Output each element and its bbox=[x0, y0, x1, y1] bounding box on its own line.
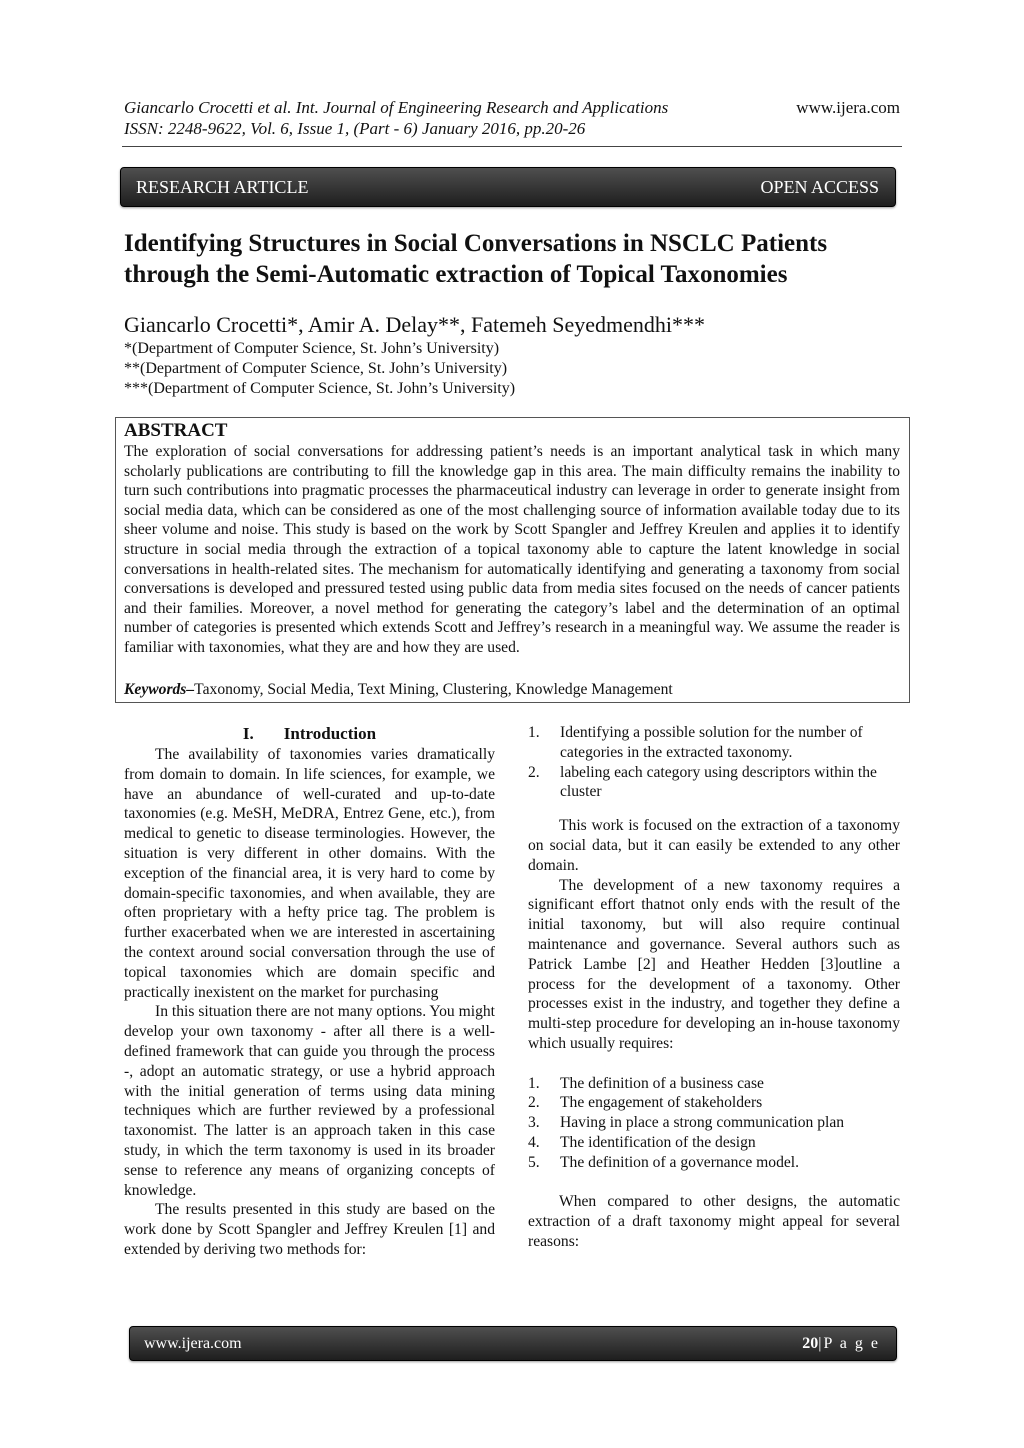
running-header bbox=[124, 97, 900, 139]
page-footer bbox=[129, 1326, 897, 1361]
journal-citation-line1: Giancarlo Crocetti et al. Int. Journal of Engineering Research and Applications bbox=[124, 98, 669, 117]
footer-website-link[interactable]: www.ijera.com bbox=[144, 1335, 242, 1352]
journal-citation-line2: ISSN: 2248-9622, Vol. 6, Issue 1, (Part - 6) January 2016, pp.20-26 bbox=[124, 119, 586, 138]
header-divider bbox=[122, 146, 902, 147]
section-heading-introduction bbox=[124, 723, 495, 744]
keywords bbox=[124, 681, 673, 699]
open-access-label: OPEN ACCESS bbox=[760, 177, 879, 197]
header-website-link[interactable]: www.ijera.com bbox=[796, 98, 900, 117]
list-item: 1. Identifying a possible solution for the number of categories in the extracted taxonomy. bbox=[528, 724, 863, 761]
list-item: 5. The definition of a governance model. bbox=[528, 1153, 800, 1171]
right-column bbox=[528, 723, 900, 1252]
list-item: 1. The definition of a business case bbox=[528, 1074, 764, 1092]
research-article-label: RESEARCH ARTICLE bbox=[136, 177, 309, 197]
right-paragraph-1: This work is focused on the extraction of a taxonomy on social data, but it can easily be extended to any other domain. bbox=[528, 817, 900, 874]
title-line-1: Identifying Structures in Social Conversations in NSCLC Patients bbox=[124, 230, 828, 257]
affiliation-2: **(Department of Computer Science, St. John’s University) bbox=[124, 360, 508, 377]
list-item: 2. labeling each category using descriptors within the cluster bbox=[528, 763, 877, 801]
keywords-label: Keywords– bbox=[124, 681, 195, 698]
intro-paragraph-1: The availability of taxonomies varies dramatically from domain to domain. In life sciences, for example, we have an abundance of well-curated and up-to-date taxonomies (e.g. MeSH, MeDRA, Entrez Gene, etc.), from medical to genetic to disease terminologies. However, the situation is very different in other domains. With the exception of the financial area, it is very hard to come by domain-specific taxonomies, and when available, they are often proprietary with a hefty price tag. The problem is further exacerbated when we are interested in ascertaining the context around social conversation through the use of topical taxonomies which are domain specific and practically inexistent on the market for purchasing bbox=[124, 746, 495, 1001]
right-paragraph-3: When compared to other designs, the automatic extraction of a draft taxonomy might appeal for several reasons: bbox=[528, 1193, 900, 1250]
methods-list bbox=[528, 723, 900, 802]
abstract-text: The exploration of social conversations for addressing patient’s needs is an important analytical task in which many scholarly publications are contributing to fill the knowledge gap in this area. The main difficulty remains the inability to turn such contributions into pragmatic processes the pharmaceutical industry can leverage in order to generate insight from social media data, which can be considered as one of the most challenging source of information available today due to its sheer volume and noise. This study is based on the work by Scott Spangler and Jeffrey Kreulen and applies it to identify structure in social media through the extraction of a topical taxonomy able to capture the latent knowledge in social conversations in health-related sites. The mechanism for automatically identifying and generating a taxonomy from social conversations is developed and pressured tested using public data from media sites focused on the needs of cancer patients and their families. Moreover, a novel method for generating the category’s label and the determination of an optimal number of categories is presented which extends Scott and Jeffrey’s research in a meaningful way. We assume the reader is familiar with taxonomies, what they are and how they are used. bbox=[124, 443, 900, 656]
article-type-banner bbox=[120, 167, 896, 207]
section-number: I. bbox=[242, 724, 254, 743]
left-column bbox=[124, 723, 495, 1260]
section-title: Introduction bbox=[283, 724, 377, 743]
affiliation-3: ***(Department of Computer Science, St. John’s University) bbox=[124, 380, 516, 397]
abstract-box bbox=[115, 417, 910, 703]
right-paragraph-2: The development of a new taxonomy requires a significant effort thatnot only ends with the result of the initial taxonomy, but will also require continual maintenance and governance. Several authors such as Patrick Lambe [2] and Heather Hedden [3]outline a process for the development of a taxonomy. Other processes exist in the industry, and together they define a multi-step procedure for developing an in-house taxonomy which usually requires: bbox=[528, 876, 900, 1052]
keywords-list: Taxonomy, Social Media, Text Mining, Clustering, Knowledge Management bbox=[194, 681, 673, 698]
taxonomy-steps-list bbox=[528, 1074, 900, 1173]
paper-title bbox=[124, 228, 914, 290]
title-line-2: through the Semi-Automatic extraction of Topical Taxonomies bbox=[124, 261, 788, 288]
list-item: 2. The engagement of stakeholders bbox=[528, 1094, 763, 1112]
intro-paragraph-3: The results presented in this study are based on the work done by Scott Spangler and Jeffrey Kreulen [1] and extended by deriving two methods for: bbox=[124, 1201, 495, 1258]
list-item: 4. The identification of the design bbox=[528, 1133, 756, 1151]
affiliations bbox=[124, 339, 515, 399]
abstract-heading: ABSTRACT bbox=[124, 420, 228, 441]
intro-paragraph-2: In this situation there are not many options. You might develop your own taxonomy - after all there is a well-defined framework that can guide you through the process -, adopt an automatic strategy, or use a hybrid approach with the initial generation of terms using data mining techniques which are further reviewed by a professional taxonomist. The latter is an approach taken in this case study, in which the term taxonomy is used in its broader sense to reference any means of organizing concepts of knowledge. bbox=[124, 1003, 496, 1199]
authors: Giancarlo Crocetti*, Amir A. Delay**, Fatemeh Seyedmendhi*** bbox=[124, 312, 706, 337]
list-item: 3. Having in place a strong communication plan bbox=[528, 1114, 845, 1132]
page-number: 20|P a g e bbox=[802, 1335, 880, 1352]
affiliation-1: *(Department of Computer Science, St. John’s University) bbox=[124, 340, 500, 357]
